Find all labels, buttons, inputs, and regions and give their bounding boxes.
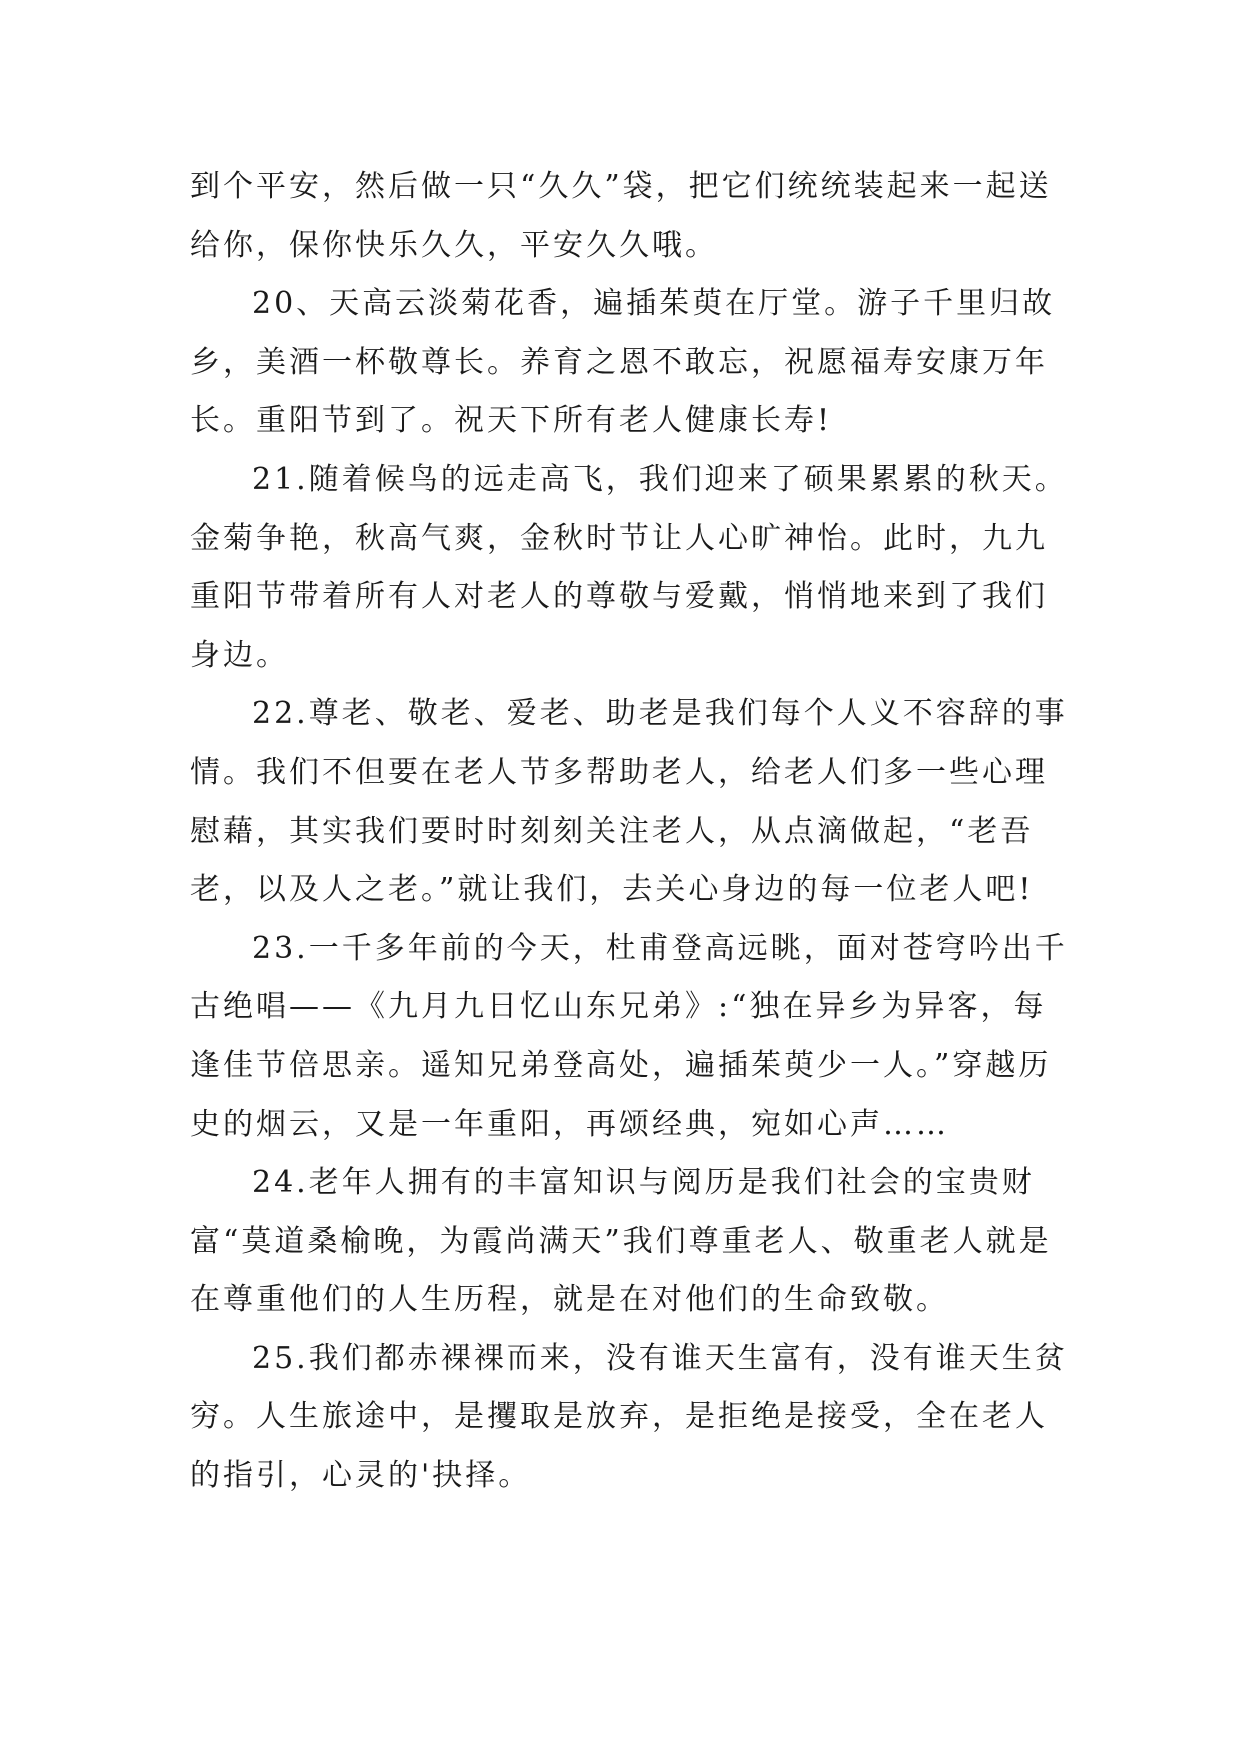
paragraph-24: 24.老年人拥有的丰富知识与阅历是我们社会的宝贵财富“莫道桑榆晚，为霞尚满天”我们尊重老人、敬重老人就是在尊重他们的人生历程，就是在对他们的生命致敬。 [190,1165,1052,1318]
document-body [190,158,1070,1506]
paragraph-23: 23.一千多年前的今天，杜甫登高远眺，面对苍穹吟出千古绝唱——《九月九日忆山东兄弟》:“独在异乡为异客，每逢佳节倍思亲。遥知兄弟登高处，遍插茱萸少一人。”穿越历史的烟云，又是一年重阳，再颂经典，宛如心声…… [190,930,1068,1142]
paragraph-20: 20、天高云淡菊花香，遍插茱萸在厅堂。游子千里归故乡，美酒一杯敬尊长。养育之恩不敢忘，祝愿福寿安康万年长。重阳节到了。祝天下所有老人健康长寿! [190,286,1056,439]
paragraph-21: 21.随着候鸟的远走高飞，我们迎来了硕果累累的秋天。金菊争艳，秋高气爽，金秋时节让人心旷神怡。此时，九九重阳节带着所有人对老人的尊敬与爱戴，悄悄地来到了我们身边。 [190,461,1068,673]
paragraph-continuation: 到个平安，然后做一只“久久”袋，把它们统统装起来一起送给你，保你快乐久久，平安久久哦。 [190,169,1052,263]
paragraph-25: 25.我们都赤裸裸而来，没有谁天生富有，没有谁天生贫穷。人生旅途中，是攫取是放弃，是拒绝是接受，全在老人的指引，心灵的'抉择。 [190,1340,1068,1494]
paragraph-22: 22.尊老、敬老、爱老、助老是我们每个人义不容辞的事情。我们不但要在老人节多帮助老人，给老人们多一些心理慰藉，其实我们要时时刻刻关注老人，从点滴做起，“老吾老，以及人之老。”就让我们，去关心身边的每一位老人吧! [190,696,1068,908]
